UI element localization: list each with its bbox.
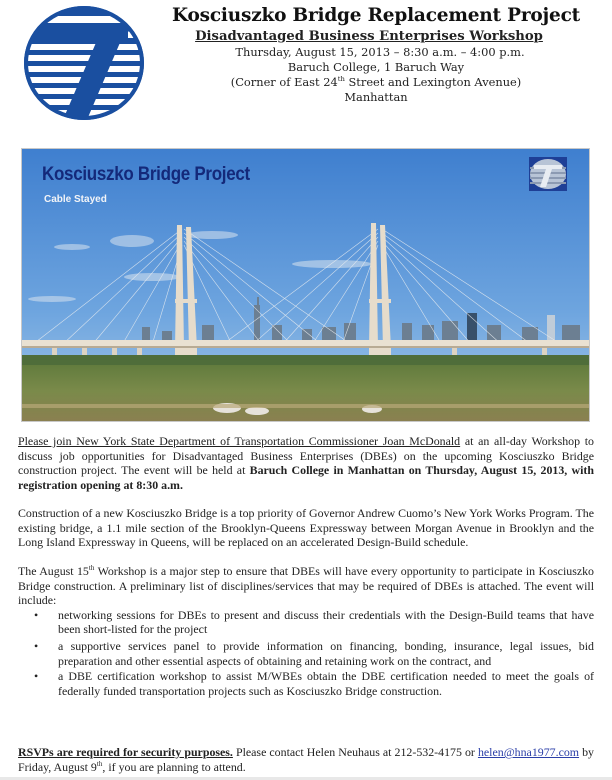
agenda-item <box>34 669 594 698</box>
workshop-details-section <box>18 564 594 698</box>
agenda-item-text: a DBE certification workshop to assist M/WBEs obtain the DBE certification needed to meet the goals of federally funded transportation projects such as Kosciuszko Bridge construction. <box>58 669 594 698</box>
project-background-paragraph: Construction of a new Kosciuszko Bridge is a top priority of Governor Andrew Cuomo’s New York Works Program. The existing bridge, a 1.1 mile section of the Brooklyn-Queens Expressway between Morgan Avenue in Brooklyn and the Long Island Expressway in Queens, will be replaced on an accelerated Design-Build schedule. <box>18 506 594 550</box>
workshop-subtitle: Disadvantaged Business Enterprises Workshop <box>195 29 543 44</box>
workshop-intro-paragraph <box>18 564 594 608</box>
photo-title: Kosciuszko Bridge Project <box>42 163 250 185</box>
invitation-text: at an all-day Workshop to discuss job opportunities for Disadvantaged Business Enterprises (DBEs) on the upcoming Kosciuszko Bridge construction project. The event will be held at <box>18 434 594 478</box>
event-header <box>146 4 606 105</box>
nysdot-logo-icon <box>22 4 146 122</box>
bullet-icon: • <box>34 638 39 653</box>
rsvp-deadline-ordinal: th <box>96 759 103 768</box>
workshop-date-ordinal: th <box>88 564 95 573</box>
workshop-intro-text-end: Workshop is a major step to ensure that DBEs will have every opportunity to participate in Kosciuszko Bridge construction. A preliminary list of disciplines/services that may be required of DBEs is attached. The event will include: <box>18 564 594 608</box>
event-venue: Baruch College, 1 Baruch Way <box>287 60 465 74</box>
rsvp-email-link[interactable]: helen@hna1977.com <box>477 745 580 759</box>
event-date-time: Thursday, August 15, 2013 – 8:30 a.m. – 4:00 p.m. <box>235 45 525 59</box>
bridge-rendering-image <box>21 148 590 422</box>
agenda-item <box>34 607 594 637</box>
event-address <box>146 75 606 90</box>
rsvp-contact-text: Please contact Helen Neuhaus at 212-532-4175 or <box>232 745 478 759</box>
bullet-icon: • <box>34 669 39 684</box>
project-title: Kosciuszko Bridge Replacement Project <box>172 5 580 26</box>
photo-subtitle: Cable Stayed <box>44 194 107 205</box>
address-text: (Corner of East 24 <box>230 75 338 89</box>
rsvp-paragraph <box>18 745 594 774</box>
address-ordinal: th <box>337 75 345 84</box>
workshop-intro-text: The August 15 <box>18 564 89 578</box>
invitation-event-details: Baruch College in Manhattan on Thursday, August 15, 2013, with registration opening at 8:30 a.m. <box>18 463 595 492</box>
agenda-item-text: a supportive services panel to provide information on financing, bonding, insurance, legal issues, bid preparation and other essential aspects of obtaining and retaining work on the contract, and <box>58 638 594 668</box>
rsvp-deadline-text-end: , if you are planning to attend. <box>102 759 246 774</box>
rsvp-deadline-text: by Friday, August 9 <box>18 745 594 774</box>
agenda-item <box>34 638 594 668</box>
agenda-item-text: networking sessions for DBEs to present and discuss their credentials with the Design-Build teams that have been short-listed for the project <box>58 607 594 637</box>
invitation-paragraph <box>18 434 594 492</box>
event-borough: Manhattan <box>344 90 408 104</box>
workshop-agenda-list <box>18 608 594 699</box>
invitation-lead: Please join New York State Department of Transportation Commissioner Joan McDonald <box>18 434 461 448</box>
bullet-icon: • <box>34 607 39 622</box>
address-text-end: Street and Lexington Avenue) <box>344 75 522 89</box>
rsvp-notice: RSVPs are required for security purposes. <box>18 745 233 759</box>
nysdot-small-logo-icon <box>529 157 567 191</box>
